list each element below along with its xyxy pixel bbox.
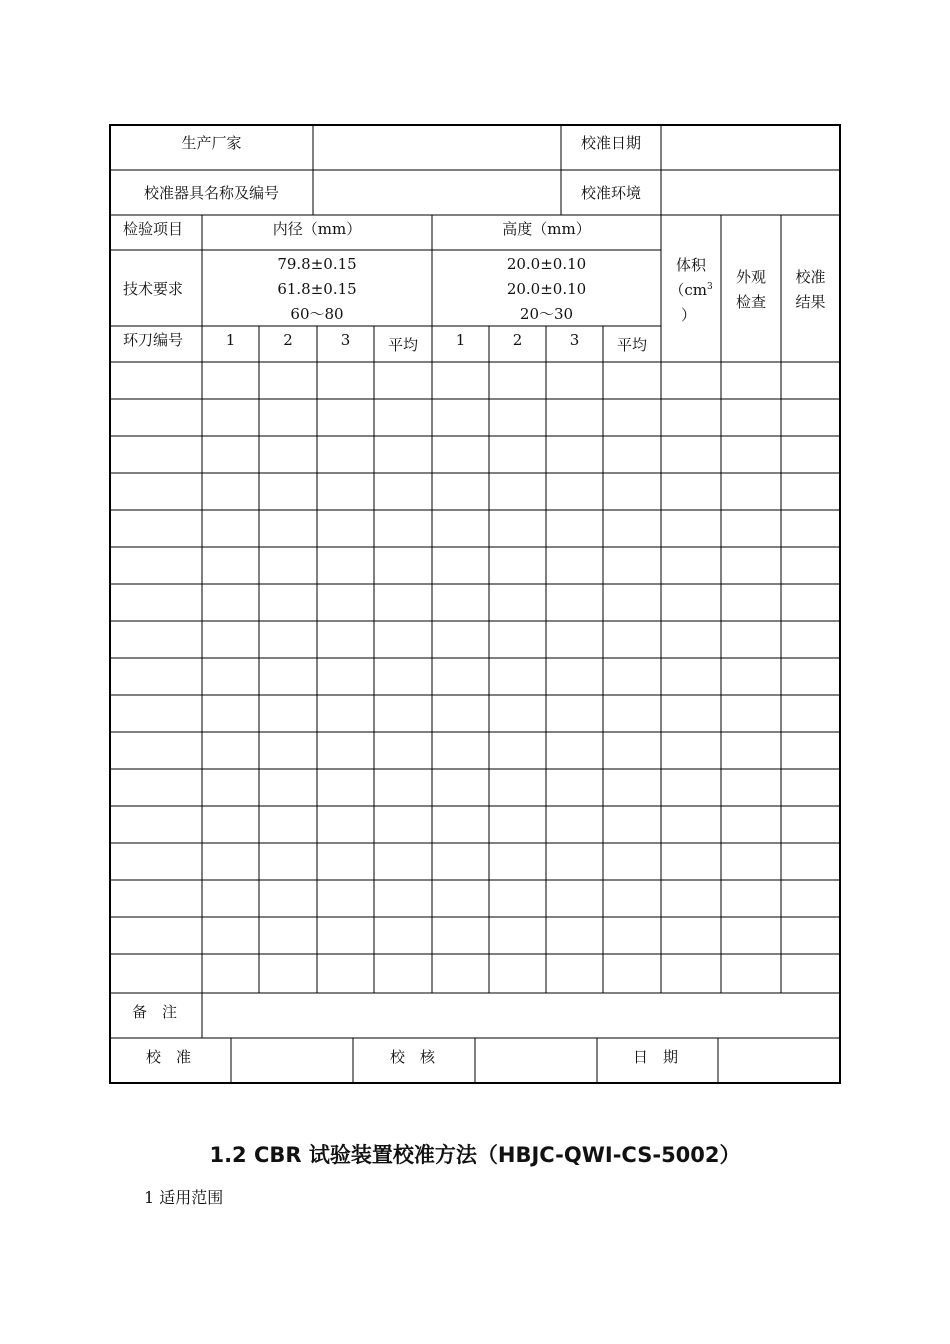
volume-header bbox=[661, 253, 721, 328]
result-header bbox=[781, 265, 840, 315]
environment-field[interactable] bbox=[662, 171, 839, 214]
remarks-field[interactable] bbox=[203, 994, 839, 1037]
appearance-label-line1: 外观 bbox=[735, 268, 766, 286]
checker-field[interactable] bbox=[476, 1039, 596, 1082]
volume-unit-exponent: 3 bbox=[706, 282, 713, 292]
col-3-height: 3 bbox=[569, 331, 580, 349]
ring-label: 环刀编号 bbox=[123, 331, 184, 349]
diameter-req: 60～80 bbox=[290, 305, 344, 323]
diameter-reqs bbox=[202, 252, 432, 327]
calibration-date-label: 校准日期 bbox=[580, 134, 641, 152]
col-2-diameter: 2 bbox=[283, 331, 293, 349]
instrument-field[interactable] bbox=[314, 171, 560, 214]
tech-req-label: 技术要求 bbox=[123, 280, 184, 298]
avg-diameter-label: 平均 bbox=[387, 336, 418, 354]
instrument-label: 校准器具名称及编号 bbox=[143, 184, 279, 202]
result-label-line1: 校准 bbox=[795, 268, 826, 286]
col-1-diameter: 1 bbox=[225, 331, 236, 349]
height-req: 20.0±0.10 bbox=[506, 255, 587, 273]
section-heading: 1.2 CBR 试验装置校准方法（HBJC-QWI-CS-5002） bbox=[209, 1143, 741, 1167]
calibrator-field[interactable] bbox=[232, 1039, 352, 1082]
section-scope: 1 适用范围 bbox=[144, 1188, 224, 1207]
calibration-date-field[interactable] bbox=[662, 126, 839, 169]
calibrator-label: 校 准 bbox=[146, 1048, 192, 1066]
height-reqs bbox=[432, 252, 661, 327]
remarks-label: 备 注 bbox=[132, 1003, 178, 1021]
checker-label: 校 核 bbox=[390, 1048, 436, 1066]
appearance-label-line2: 检查 bbox=[735, 293, 766, 311]
height-req: 20.0±0.10 bbox=[506, 280, 587, 298]
col-3-diameter: 3 bbox=[340, 331, 351, 349]
environment-label: 校准环境 bbox=[580, 184, 641, 202]
volume-label-line2 bbox=[661, 278, 721, 303]
col-1-height: 1 bbox=[455, 331, 466, 349]
manufacturer-label: 生产厂家 bbox=[181, 134, 242, 152]
volume-unit: （cm bbox=[669, 281, 707, 299]
avg-height-label: 平均 bbox=[616, 336, 647, 354]
manufacturer-field[interactable] bbox=[314, 126, 560, 169]
height-label: 高度（mm） bbox=[502, 220, 591, 238]
appearance-header bbox=[721, 265, 781, 315]
inspection-item-label: 检验项目 bbox=[123, 220, 184, 238]
date-field[interactable] bbox=[719, 1039, 839, 1082]
result-label-line2: 结果 bbox=[795, 293, 826, 311]
diameter-req: 79.8±0.15 bbox=[277, 255, 357, 273]
volume-label-line1: 体积 bbox=[675, 256, 706, 274]
volume-label-line3: ） bbox=[681, 306, 697, 324]
col-2-height: 2 bbox=[512, 331, 523, 349]
height-req: 20～30 bbox=[519, 305, 574, 323]
date-label: 日 期 bbox=[633, 1048, 679, 1066]
diameter-req: 61.8±0.15 bbox=[277, 280, 357, 298]
inner-diameter-label: 内径（mm） bbox=[272, 220, 362, 238]
